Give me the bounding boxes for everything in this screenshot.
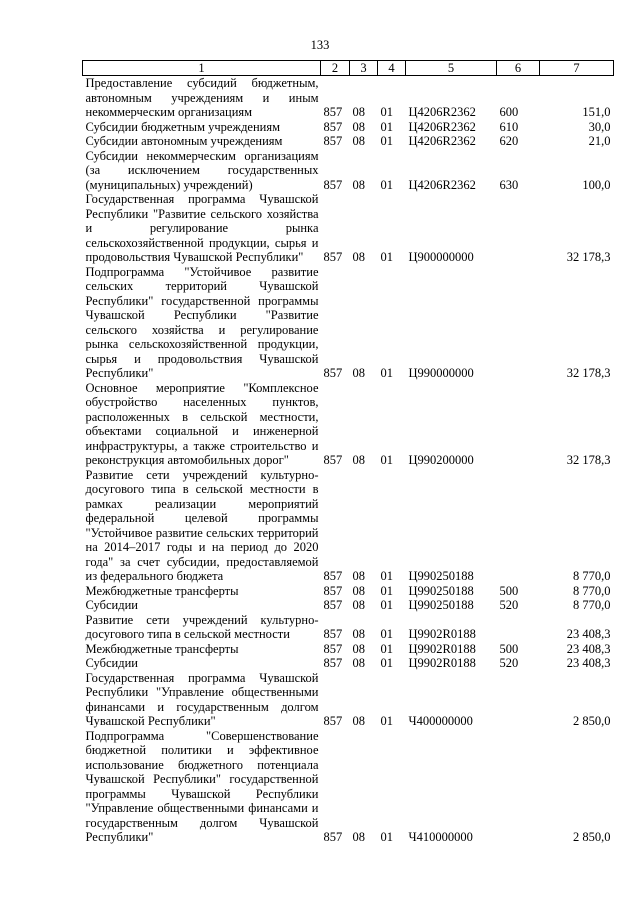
subsection-code: 01 <box>380 583 393 598</box>
ministry-code: 857 <box>323 453 343 467</box>
ministry-code: 857 <box>323 598 343 612</box>
item-name: Основное мероприятие "Комплексное обустройство населенных пунктов, расположенных в сельской местности, объектами социальной и инженерной инфраструктуры, а также строительство и реконструкция автомобильных дорог" <box>85 380 319 467</box>
target-article-code: Ц9902R0188 <box>408 641 476 656</box>
ministry-code: 857 <box>323 656 343 670</box>
expense-type-code: 500 <box>499 641 519 656</box>
amount: 2 850,0 <box>573 714 611 728</box>
item-name: Предоставление субсидий бюджетным, автономным учреждениям и иным некоммерческим организациям <box>85 76 319 119</box>
header-row <box>83 61 614 76</box>
table-row <box>83 584 614 599</box>
ministry-code: 857 <box>323 627 343 641</box>
item-name: Подпрограмма "Устойчивое развитие сельских территорий Чувашской Республики" государственной программы Чувашской Республики "Развитие сельского хозяйства и регулирование рынка сельскохозяйственной продукции, сырья и продовольствия Чувашской Республики" <box>85 264 319 380</box>
target-article-code: Ц990250188 <box>408 569 474 583</box>
section-code: 08 <box>352 656 365 670</box>
subsection-code: 01 <box>380 714 393 728</box>
expense-type-code <box>497 671 540 729</box>
ministry-code: 857 <box>323 583 343 598</box>
ministry-code: 857 <box>323 830 343 844</box>
table-row <box>83 613 614 642</box>
ministry-code: 857 <box>323 105 343 119</box>
section-code: 08 <box>352 366 365 380</box>
section-code: 08 <box>352 641 365 656</box>
section-code: 08 <box>352 134 365 148</box>
amount: 21,0 <box>588 134 611 148</box>
expense-type-code <box>497 265 540 381</box>
column-header: 6 <box>497 61 540 76</box>
table-row <box>83 642 614 657</box>
expense-type-code <box>497 468 540 584</box>
subsection-code: 01 <box>380 177 393 192</box>
target-article-code: Ц4206R2362 <box>408 177 476 192</box>
item-name: Субсидии <box>85 656 138 670</box>
ministry-code: 857 <box>323 250 343 264</box>
amount: 151,0 <box>582 105 611 119</box>
table-row <box>83 671 614 729</box>
item-name: Государственная программа Чувашской Республики "Управление общественными финансами и государственным долгом Чувашской Республики" <box>85 670 319 728</box>
table-row <box>83 120 614 135</box>
expense-type-code <box>497 613 540 642</box>
amount: 30,0 <box>588 119 611 134</box>
budget-table <box>82 60 614 845</box>
column-header: 1 <box>83 61 321 76</box>
table-row <box>83 468 614 584</box>
item-name: Межбюджетные трансферты <box>85 583 239 598</box>
item-name: Государственная программа Чувашской Республики "Развитие сельского хозяйства и регулирование рынка сельскохозяйственной продукции, сырья и продовольствия Чувашской Республики" <box>85 192 319 264</box>
table-row <box>83 192 614 265</box>
ministry-code: 857 <box>323 714 343 728</box>
table-row <box>83 381 614 468</box>
amount: 23 408,3 <box>566 641 611 656</box>
target-article-code: Ц4206R2362 <box>408 134 476 148</box>
section-code: 08 <box>352 105 365 119</box>
item-name: Развитие сети учреждений культурно-досугового типа в сельской местности <box>85 612 319 641</box>
target-article-code: Ч400000000 <box>408 714 473 728</box>
subsection-code: 01 <box>380 627 393 641</box>
item-name: Субсидии бюджетным учреждениям <box>85 119 281 134</box>
target-article-code: Ч410000000 <box>408 830 473 844</box>
target-article-code: Ц990000000 <box>408 366 474 380</box>
amount: 23 408,3 <box>566 627 611 641</box>
ministry-code: 857 <box>323 119 343 134</box>
column-header: 3 <box>350 61 378 76</box>
section-code: 08 <box>352 569 365 583</box>
item-name: Развитие сети учреждений культурно-досугового типа в сельской местности в рамках реализации мероприятий федеральной целевой программы "Устойчивое развитие сельских территорий на 2014–2017 годы и на период до 2020 года" за счет субсидии, предоставляемой из федерального бюджета <box>85 467 319 583</box>
subsection-code: 01 <box>380 569 393 583</box>
ministry-code: 857 <box>323 366 343 380</box>
amount: 32 178,3 <box>566 453 611 467</box>
target-article-code: Ц9902R0188 <box>408 656 476 670</box>
item-name: Подпрограмма "Совершенствование бюджетной политики и эффективное использование бюджетного потенциала Чувашской Республики" государственной программы Чувашской Республики "Управление общественными финансами и государственным долгом Чувашской Республики" <box>85 728 319 844</box>
item-name: Субсидии некоммерческим организациям (за исключением государственных (муниципальных) учреждений) <box>85 148 319 192</box>
section-code: 08 <box>352 598 365 612</box>
target-article-code: Ц4206R2362 <box>408 119 476 134</box>
section-code: 08 <box>352 627 365 641</box>
target-article-code: Ц900000000 <box>408 250 474 264</box>
table-row <box>83 134 614 149</box>
amount: 8 770,0 <box>573 598 611 612</box>
column-header: 4 <box>378 61 406 76</box>
section-code: 08 <box>352 453 365 467</box>
page-number: 133 <box>310 38 330 52</box>
table-row <box>83 149 614 193</box>
ministry-code: 857 <box>323 641 343 656</box>
column-header: 7 <box>540 61 614 76</box>
amount: 8 770,0 <box>573 569 611 583</box>
section-code: 08 <box>352 250 365 264</box>
ministry-code: 857 <box>323 134 343 148</box>
section-code: 08 <box>352 714 365 728</box>
subsection-code: 01 <box>380 656 393 670</box>
section-code: 08 <box>352 830 365 844</box>
subsection-code: 01 <box>380 598 393 612</box>
amount: 8 770,0 <box>573 583 611 598</box>
subsection-code: 01 <box>380 830 393 844</box>
subsection-code: 01 <box>380 641 393 656</box>
subsection-code: 01 <box>380 105 393 119</box>
column-header: 2 <box>321 61 350 76</box>
subsection-code: 01 <box>380 119 393 134</box>
table-row <box>83 265 614 381</box>
expense-type-code: 600 <box>499 105 519 119</box>
table-row <box>83 76 614 120</box>
expense-type-code: 620 <box>499 134 519 148</box>
table-row <box>83 598 614 613</box>
expense-type-code: 610 <box>499 119 519 134</box>
amount: 2 850,0 <box>573 830 611 844</box>
column-header: 5 <box>406 61 497 76</box>
expense-type-code: 500 <box>499 583 519 598</box>
target-article-code: Ц9902R0188 <box>408 627 476 641</box>
item-name: Субсидии <box>85 598 138 612</box>
target-article-code: Ц990250188 <box>408 583 474 598</box>
ministry-code: 857 <box>323 569 343 583</box>
target-article-code: Ц4206R2362 <box>408 105 476 119</box>
subsection-code: 01 <box>380 250 393 264</box>
section-code: 08 <box>352 177 365 192</box>
target-article-code: Ц990250188 <box>408 598 474 612</box>
expense-type-code <box>497 381 540 468</box>
item-name: Субсидии автономным учреждениям <box>85 134 283 148</box>
target-article-code: Ц990200000 <box>408 453 474 467</box>
expense-type-code: 520 <box>499 656 519 670</box>
table-row <box>83 729 614 845</box>
amount: 32 178,3 <box>566 366 611 380</box>
subsection-code: 01 <box>380 366 393 380</box>
ministry-code: 857 <box>323 177 343 192</box>
section-code: 08 <box>352 119 365 134</box>
item-name: Межбюджетные трансферты <box>85 641 239 656</box>
expense-type-code <box>497 192 540 265</box>
table-row <box>83 656 614 671</box>
amount: 32 178,3 <box>566 250 611 264</box>
subsection-code: 01 <box>380 453 393 467</box>
section-code: 08 <box>352 583 365 598</box>
amount: 100,0 <box>582 177 611 192</box>
expense-type-code <box>497 729 540 845</box>
expense-type-code: 630 <box>499 177 519 192</box>
amount: 23 408,3 <box>566 656 611 670</box>
table-body <box>83 76 614 845</box>
expense-type-code: 520 <box>499 598 519 612</box>
subsection-code: 01 <box>380 134 393 148</box>
